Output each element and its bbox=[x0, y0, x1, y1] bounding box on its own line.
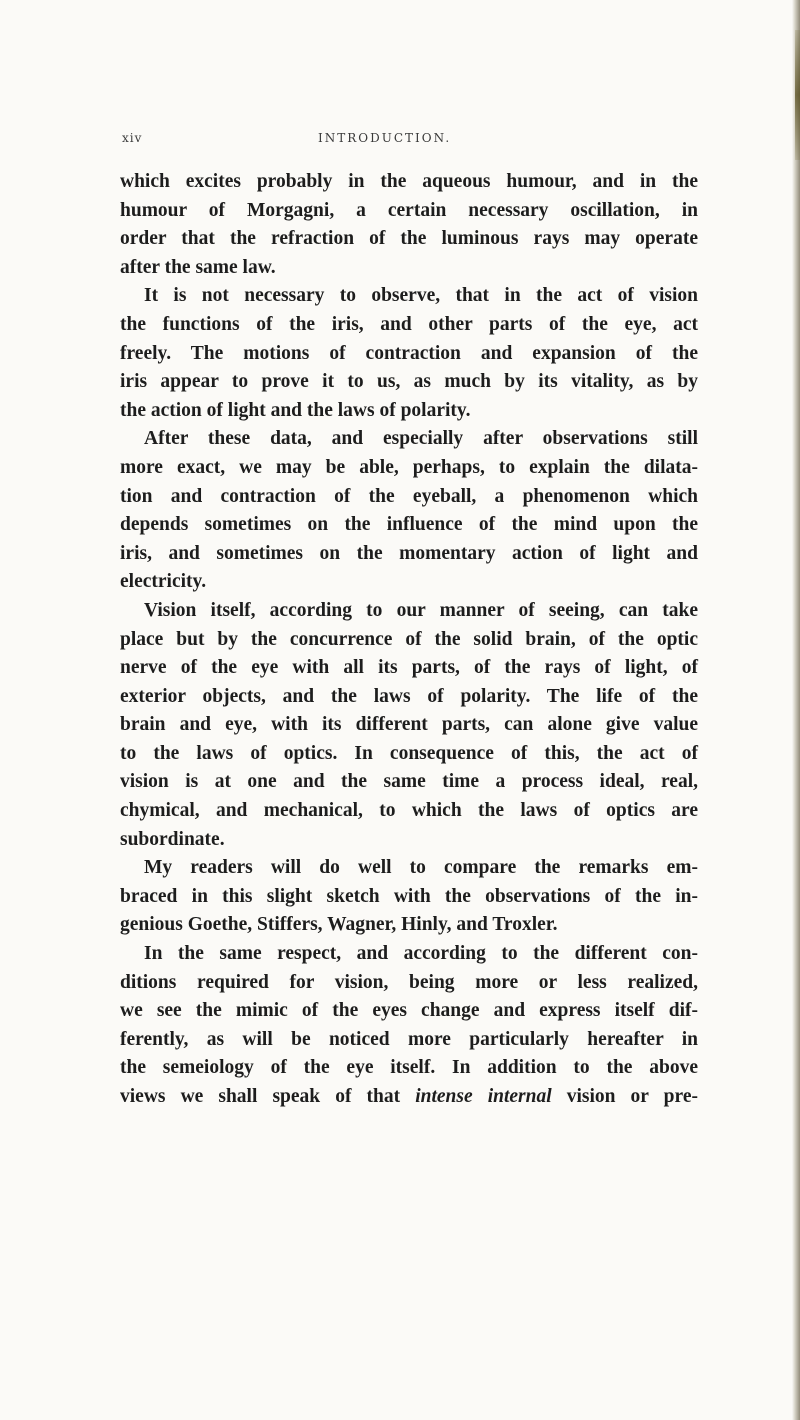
body-text bbox=[120, 168, 698, 1112]
italic-text-segment: intense internal bbox=[415, 1086, 552, 1107]
text-line: we see the mimic of the eyes change and express itself dif- bbox=[120, 1000, 698, 1022]
text-line: tion and contraction of the eyeball, a phenomenon which bbox=[120, 485, 698, 507]
text-line: electricity. bbox=[120, 571, 207, 593]
page-edge-mark bbox=[795, 30, 800, 160]
text-line: place but by the concurrence of the solid brain, of the optic bbox=[120, 628, 698, 650]
text-line: Vision itself, according to our manner of seeing, can take bbox=[144, 599, 698, 621]
text-line: My readers will do well to compare the remarks em- bbox=[144, 857, 698, 879]
text-line: After these data, and especially after observations still bbox=[144, 428, 698, 450]
text-line: subordinate. bbox=[120, 828, 225, 850]
text-line: ditions required for vision, being more or less realized, bbox=[120, 971, 698, 993]
text-line: exterior objects, and the laws of polarity. The life of the bbox=[120, 685, 698, 707]
page-edge-shadow bbox=[792, 0, 800, 1420]
text-line: chymical, and mechanical, to which the laws of optics are bbox=[120, 800, 698, 822]
text-line: freely. The motions of contraction and expansion of the bbox=[120, 342, 698, 364]
text-line: the functions of the iris, and other parts of the eye, act bbox=[120, 313, 698, 335]
text-line: vision is at one and the same time a process ideal, real, bbox=[120, 771, 698, 793]
text-segment: vision or pre- bbox=[551, 1086, 698, 1107]
text-line: depends sometimes on the influence of the mind upon the bbox=[120, 514, 698, 536]
text-line: nerve of the eye with all its parts, of the rays of light, of bbox=[120, 657, 698, 679]
text-line: the semeiology of the eye itself. In addition to the above bbox=[120, 1057, 698, 1079]
text-segment: views we shall speak of that bbox=[120, 1086, 416, 1107]
text-line: ferently, as will be noticed more particularly hereafter in bbox=[120, 1028, 698, 1050]
text-line: brain and eye, with its different parts, can alone give value bbox=[120, 714, 698, 736]
text-line: humour of Morgagni, a certain necessary oscillation, in bbox=[120, 199, 698, 221]
text-line: which excites probably in the aqueous humour, and in the bbox=[120, 171, 698, 192]
text-line: to the laws of optics. In consequence of this, the act of bbox=[120, 742, 698, 764]
text-line: more exact, we may be able, perhaps, to explain the dilata- bbox=[120, 456, 698, 478]
text-line: iris appear to prove it to us, as much by its vitality, as by bbox=[120, 371, 698, 393]
text-line: iris, and sometimes on the momentary action of light and bbox=[120, 542, 698, 564]
text-line: the action of light and the laws of polarity. bbox=[120, 399, 471, 421]
page-header bbox=[122, 131, 562, 155]
text-line: after the same law. bbox=[120, 256, 276, 278]
text-line: It is not necessary to observe, that in the act of vision bbox=[144, 285, 698, 307]
text-line bbox=[120, 1083, 698, 1112]
text-line: genious Goethe, Stiffers, Wagner, Hinly, and Troxler. bbox=[120, 914, 558, 936]
running-head: INTRODUCTION. bbox=[318, 131, 452, 145]
page-number: xiv bbox=[122, 131, 143, 145]
text-line: In the same respect, and according to the different con- bbox=[144, 943, 698, 965]
text-line: braced in this slight sketch with the observations of the in- bbox=[120, 885, 698, 907]
text-line: order that the refraction of the luminous rays may operate bbox=[120, 228, 698, 250]
